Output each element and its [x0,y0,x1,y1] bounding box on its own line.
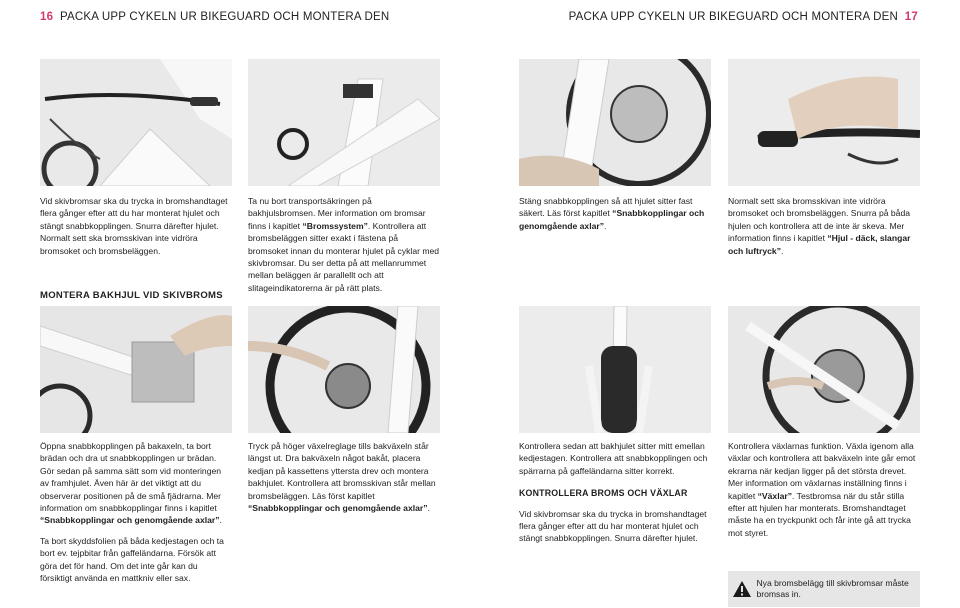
warning-text: Nya bromsbelägg till skivbromsar måste bromsas in. [756,577,909,599]
text-period: . [604,220,607,231]
text-top-col-3 [519,195,711,232]
text-bottom-col-1 [40,440,232,584]
text-close-quick-release: Stäng snabbkopplingen så att hjulet sitter fast säkert. Läs först kapitlet [519,196,693,219]
paragraph-remove-protective-film: Ta bort skyddsfolien på båda kedjestagen och ta bort ev. tejpbitar från gaffeländarna. Försök att göra det för hand. Om det inte går kan du försiktigt använda en mattkniv eller sax. [40,535,224,584]
text-disc-brake-check: Vid skivbromsar ska du trycka in bromshandtaget flera gånger efter att du har monterat hjulet och stängt snabbkopplingen. Snurra därefter hjulet. Normalt sett ska bromsskivan inte vidröra bromsoket och bromsbeläggen. [40,196,228,256]
photo-shift-lever-mount-wheel [248,306,440,433]
section-title-rear-wheel: MONTERA BAKHJUL VID SKIVBROMS [40,290,223,301]
ref-brake-system: “Bromssystem” [302,220,368,231]
header-title-right: PACKA UPP CYKELN UR BIKEGUARD OCH MONTERA DEN [568,11,898,23]
text-remove-transport-lock: Ta nu bort transportsäkringen på bakhjulsbromsen. Mer information om bromsar finns i kapitlet [248,196,426,231]
text-check-brake-pads: . Kontrollera att bromsbeläggen sitter exakt i fästena på bromsoket innan du monterar hjulet på cyklar med skivbromsar. Du ser detta på att mellanrummet mellan beläggen är parallellt och att slitageindikatorerna är på rätt plats. [248,220,440,293]
text-period: . [781,245,784,256]
paragraph-open-quick-release: Öppna snabbkopplingen på bakaxeln, ta bort brädan och dra ut snabbkopplingen ur brädan. Gör sedan på samma sätt som vid monteringen av framhjulet. Även här är det viktigt att du observerar positionen på de små fjädrarna. Mer information om snabbkopplingar finns i kapitlet “Snabbkopplingar och genomgående axlar”. [40,441,222,526]
page-number-left: 16 [40,11,54,23]
header-title-left: PACKA UPP CYKELN UR BIKEGUARD OCH MONTERA DEN [60,11,390,23]
photo-check-gears [728,306,920,433]
ref-wheels-chapter: “Hjul - däck, slangar och luftryck” [728,233,911,256]
paragraph-press-brake-lever: Vid skivbromsar ska du trycka in bromshandtaget flera gånger efter att du har monterat hjulet och stängt snabbkopplingen. Snurra därefter hjulet. [519,508,707,544]
warning-icon [728,580,756,598]
text-top-col-2 [248,195,440,294]
text-test-brake: . Testbromsa när du står stilla efter att hjulen har monterats. Bromshandtaget måste ha en tryckpunkt och får inte gå att trycka mot styret. [728,490,911,538]
page-header-left [40,11,389,23]
page-number-right: 17 [904,11,918,23]
ref-gears-chapter: “Växlar” [757,490,793,501]
page-header-right [569,11,918,23]
photo-wheel-centered-chainstays [519,306,711,433]
paragraph-check-centered: Kontrollera sedan att bakhjulet sitter mitt emellan kedjestagen. Kontrollera att snabbkopplingen och spärrarna på gaffeländarna sitter korrekt. [519,441,708,476]
photo-front-wheel-brake-lever [40,59,232,186]
text-bottom-col-3 [519,440,711,545]
text-top-col-1 [40,195,232,257]
warning-box [728,571,920,607]
photo-close-quick-release [519,59,711,186]
text-check-gears: Kontrollera växlarnas funktion. Växla igenom alla växlar och kontrollera att bakväxeln inte går emot ekrarna när kedjan ligger på det största drevet. Mer information om växlarnas inställning finns i kapitlet [728,441,916,501]
ref-quick-release-chapter: “Snabbkopplingar och genomgående axlar” [519,208,705,231]
text-bottom-col-4 [728,440,920,539]
photo-open-quick-release-board [40,306,232,433]
subheading-check-brakes-gears: KONTROLLERA BROMS OCH VÄXLAR [519,488,688,499]
text-shift-and-mount: Tryck på höger växelreglage tills bakväxeln står längst ut. Dra bakväxeln något bakåt, placera kedjan på kassettens yttersta drev och montera bakhjulet. Kontrollera att bromsskivan står mellan bromsbeläggen. Läs först kapitlet [248,441,436,501]
text-top-col-4 [728,195,920,257]
ref-quick-release-chapter: “Snabbkopplingar och genomgående axlar” [40,515,220,526]
text-bottom-col-2: Tryck på höger växelreglage tills bakväxeln står längst ut. Dra bakväxeln något bakåt, placera kedjan på kassettens yttersta drev och montera bakhjulet. Kontrollera att bromsskivan står mellan bromsbeläggen. Läs först kapitlet “Snabbkopplingar och genomgående axlar”. [248,441,436,514]
photo-brake-caliper-frame [248,59,440,186]
text-spin-wheels: Normalt sett ska bromsskivan inte vidröra bromsoket och bromsbeläggen. Snurra på båda hjulen och kontrollera att de inte är skeva. Mer information finns i kapitlet [728,196,911,244]
ref-quick-release-chapter: “Snabbkopplingar och genomgående axlar” [248,503,428,514]
photo-spin-wheels [728,59,920,186]
